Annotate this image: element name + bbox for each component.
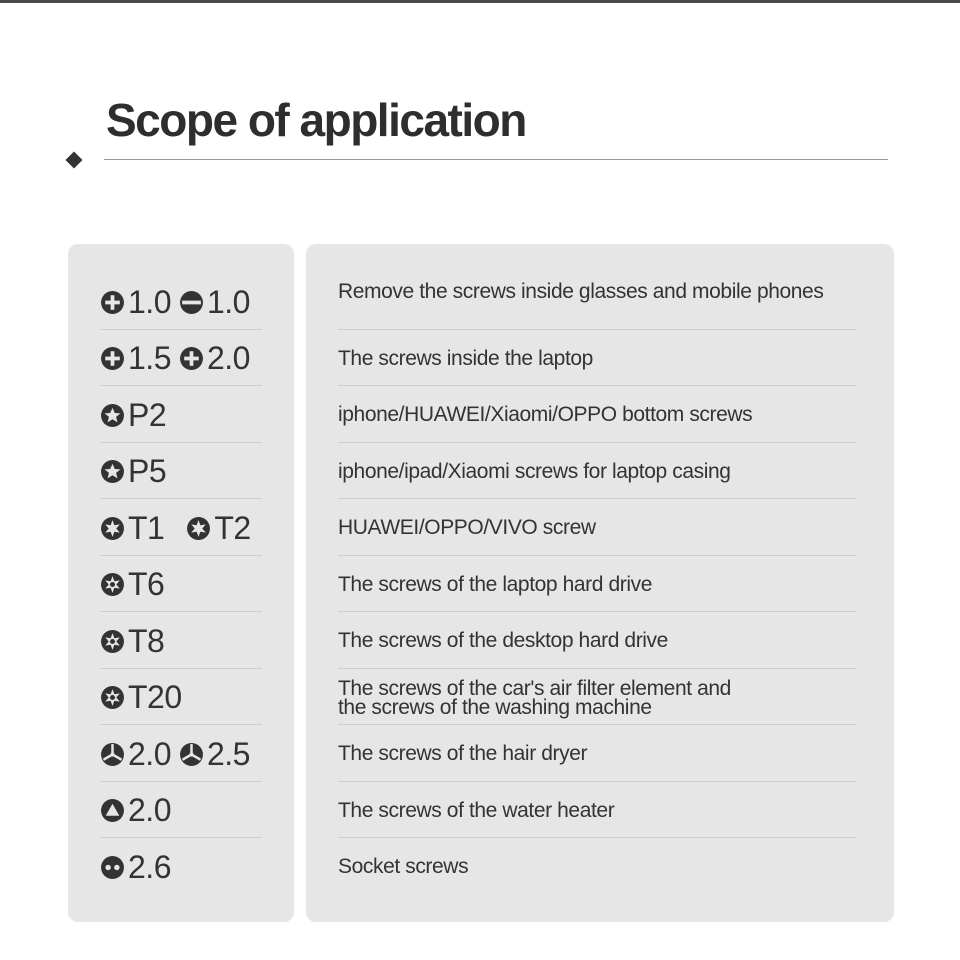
application-description: The screws inside the laptop — [338, 346, 593, 370]
bit-size-label: P5 — [128, 453, 167, 489]
bit-size-label: T6 — [128, 566, 165, 602]
row-divider — [338, 555, 856, 556]
torx-security-icon — [100, 572, 125, 597]
bit-size-label: P2 — [128, 396, 167, 433]
row-divider — [338, 837, 856, 838]
application-row — [338, 783, 858, 839]
row-divider — [338, 498, 856, 499]
tri-wing-icon — [179, 742, 204, 767]
row-divider — [338, 442, 856, 443]
application-row — [338, 670, 858, 726]
bit-type-row — [100, 444, 262, 500]
phillips-icon — [100, 290, 125, 315]
application-description: iphone/HUAWEI/Xiaomi/OPPO bottom screws — [338, 403, 753, 426]
bit-size-label: T8 — [128, 622, 165, 659]
spanner-icon — [100, 855, 125, 880]
row-divider — [100, 837, 262, 838]
row-divider — [338, 329, 856, 330]
row-divider — [100, 781, 262, 782]
bit-type-row — [100, 670, 262, 726]
application-row — [338, 264, 858, 320]
application-row — [338, 331, 858, 387]
bit-size-label: 1.0 — [128, 283, 171, 320]
row-divider — [100, 385, 262, 386]
application-description: HUAWEI/OPPO/VIVO screw — [338, 516, 596, 539]
bit-type-row — [100, 500, 262, 556]
application-row — [338, 613, 858, 669]
row-divider — [100, 668, 262, 669]
phillips-icon — [179, 346, 204, 371]
row-divider — [338, 611, 856, 612]
title-divider — [104, 159, 888, 160]
row-divider — [100, 329, 262, 330]
triangle-icon — [100, 798, 125, 823]
bit-type-row — [100, 613, 262, 669]
bit-type-row — [100, 783, 262, 839]
bit-size-label: 2.5 — [206, 735, 250, 772]
bit-size-label: 2.0 — [206, 340, 250, 376]
row-divider — [100, 498, 262, 499]
bit-type-row — [100, 839, 262, 895]
page-title: Scope of application — [106, 94, 526, 146]
application-description: The screws of the laptop hard drive — [338, 572, 653, 596]
bit-size-label: T20 — [128, 679, 182, 715]
slotted-icon — [179, 290, 204, 315]
bit-type-row — [100, 274, 262, 330]
application-description: The screws of the desktop hard drive — [338, 629, 668, 652]
row-divider — [338, 724, 856, 725]
row-divider — [338, 668, 856, 669]
row-divider — [100, 611, 262, 612]
bit-size-label: 1.5 — [128, 340, 171, 376]
application-row — [338, 839, 858, 895]
application-row — [338, 726, 858, 782]
torx-icon — [100, 516, 125, 541]
top-border — [0, 0, 960, 3]
application-row — [338, 444, 858, 500]
application-row — [338, 387, 858, 443]
application-description: Socket screws — [338, 855, 469, 878]
bit-type-row — [100, 387, 262, 443]
tri-wing-icon — [100, 742, 125, 767]
torx-security-icon — [100, 629, 125, 654]
row-divider — [100, 442, 262, 443]
bit-size-label: T1 — [128, 509, 165, 546]
row-divider — [100, 555, 262, 556]
torx-security-icon — [100, 685, 125, 710]
row-divider — [100, 724, 262, 725]
pentalobe-icon — [100, 459, 125, 484]
row-divider — [338, 781, 856, 782]
diamond-bullet-icon — [66, 152, 83, 169]
bit-type-row — [100, 557, 262, 613]
application-description: Remove the screws inside glasses and mobile phones — [338, 280, 824, 303]
application-description: iphone/ipad/Xiaomi screws for laptop casing — [338, 459, 731, 483]
torx-icon — [186, 516, 211, 541]
application-description: The screws of the hair dryer — [338, 742, 588, 765]
bit-size-label: 2.6 — [128, 848, 171, 885]
application-row — [338, 500, 858, 556]
row-divider — [338, 385, 856, 386]
application-description: The screws of the car's air filter element and the screws of the washing machine — [338, 676, 731, 719]
bit-type-row — [100, 726, 262, 782]
bit-size-label: 1.0 — [206, 283, 250, 320]
bit-size-label: T2 — [214, 509, 251, 546]
phillips-icon — [100, 346, 125, 371]
application-row — [338, 557, 858, 613]
bit-size-label: 2.0 — [128, 792, 171, 828]
application-description: The screws of the water heater — [338, 798, 615, 822]
bit-size-label: 2.0 — [128, 735, 171, 772]
pentalobe-icon — [100, 403, 125, 428]
bit-type-row — [100, 331, 262, 387]
